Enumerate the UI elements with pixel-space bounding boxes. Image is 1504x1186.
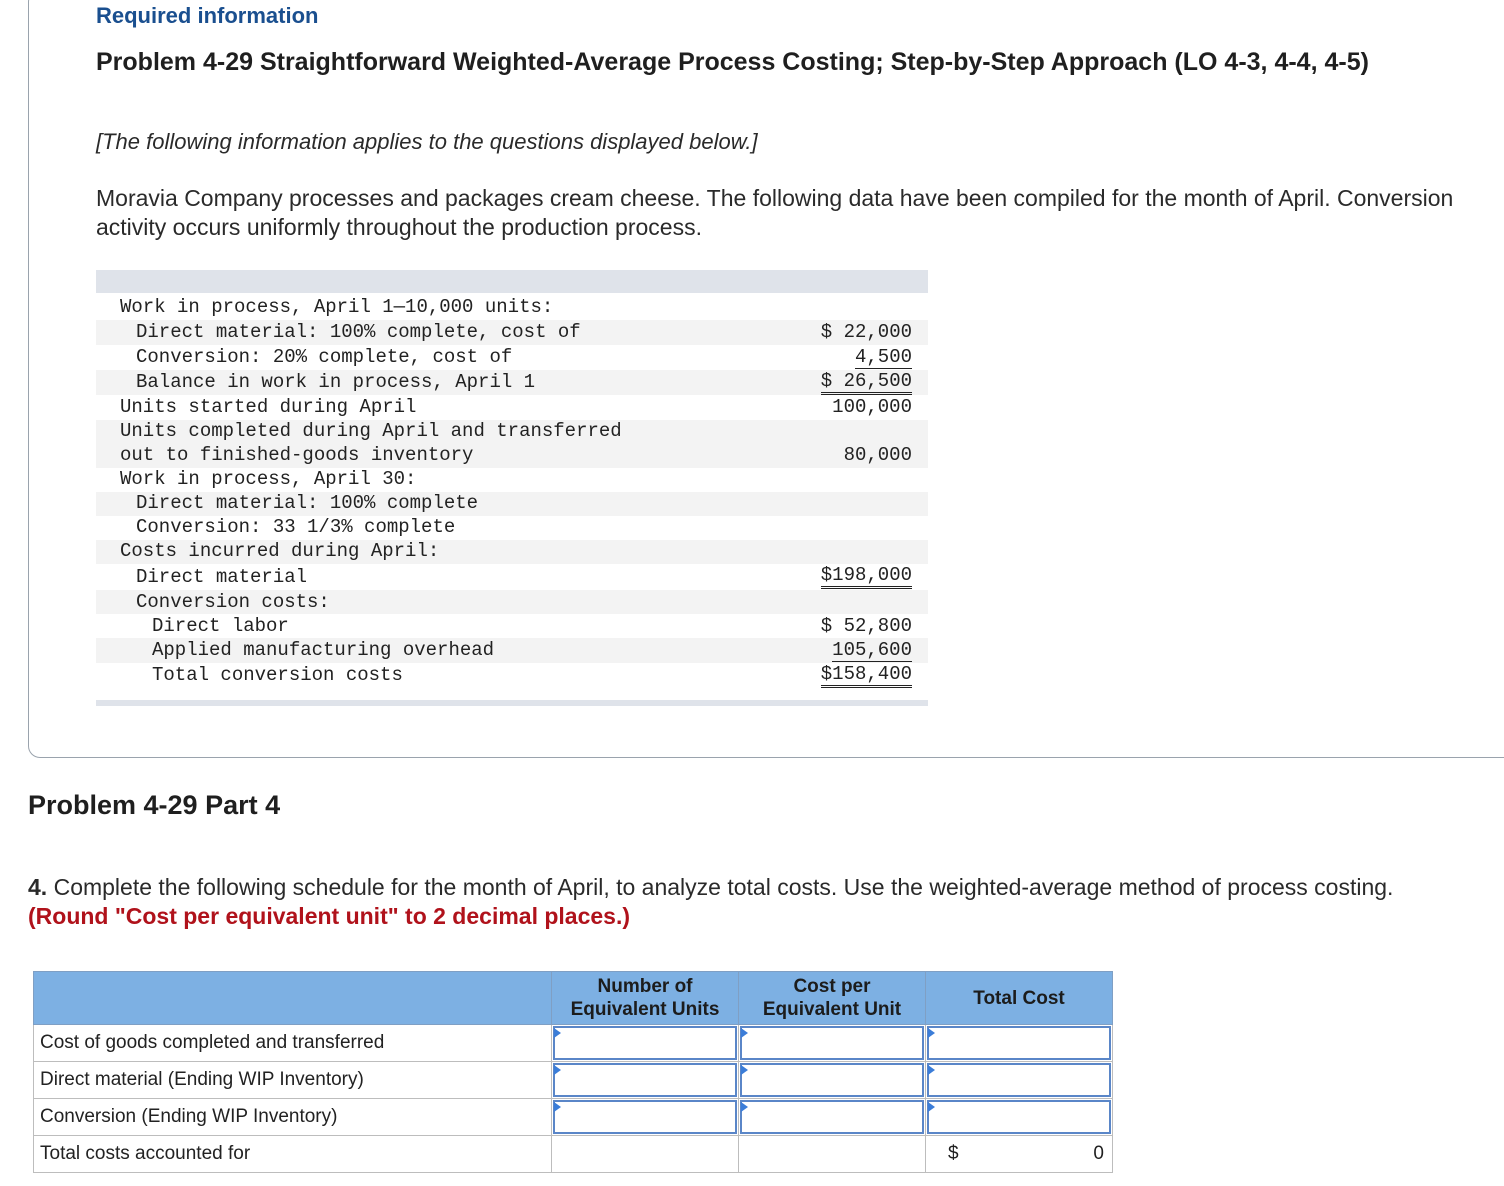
cost-per-unit-input[interactable] bbox=[741, 1064, 923, 1094]
header-cost-per-unit bbox=[739, 972, 926, 1025]
row-label-conversion-ending-wip: Conversion (Ending WIP Inventory) bbox=[34, 1099, 552, 1136]
data-row-label: Applied manufacturing overhead bbox=[152, 639, 495, 661]
data-row-label: Conversion: 20% complete, cost of bbox=[136, 346, 513, 368]
data-row-value: 105,600 bbox=[832, 639, 912, 661]
header-cost-per-unit-line2: Equivalent Unit bbox=[762, 999, 902, 1020]
data-row bbox=[96, 564, 928, 590]
cost-per-unit-input[interactable] bbox=[741, 1027, 923, 1057]
table-row bbox=[34, 1136, 1113, 1173]
data-row bbox=[96, 492, 928, 516]
data-row-label: Total conversion costs bbox=[152, 664, 403, 686]
data-row-label: out to finished-goods inventory bbox=[120, 444, 474, 466]
applies-note: [The following information applies to the questions displayed below.] bbox=[96, 129, 758, 154]
equivalent-units-input[interactable] bbox=[554, 1064, 736, 1094]
cost-per-unit-input-cell[interactable] bbox=[739, 1025, 926, 1062]
total-cost-input-cell[interactable] bbox=[926, 1025, 1113, 1062]
data-row-value: $ 26,500 bbox=[821, 370, 912, 395]
part-title: Problem 4-29 Part 4 bbox=[28, 790, 281, 820]
problem-title: Problem 4-29 Straightforward Weighted-Average Process Costing; Step-by-Step Approach (LO 4-3, 4-4, 4-5) bbox=[96, 48, 1369, 76]
equivalent-units-input-cell[interactable] bbox=[552, 1062, 739, 1099]
schedule-header-blank bbox=[34, 972, 552, 1025]
total-cost-input[interactable] bbox=[928, 1027, 1110, 1057]
question-body: Complete the following schedule for the month of April, to analyze total costs. Use the weighted-average method of process costing. bbox=[47, 874, 1394, 900]
equivalent-units-input-cell[interactable] bbox=[552, 1099, 739, 1136]
question-number: 4. bbox=[28, 874, 48, 900]
data-row bbox=[96, 614, 928, 638]
data-row-value: $ 52,800 bbox=[820, 615, 912, 637]
required-info-heading: Required information bbox=[96, 3, 319, 28]
data-row-label: Costs incurred during April: bbox=[120, 540, 440, 562]
data-row bbox=[96, 345, 928, 370]
total-costs-value-cell bbox=[926, 1136, 1113, 1173]
data-table-bottom-bar bbox=[96, 700, 928, 706]
equivalent-units-input[interactable] bbox=[554, 1101, 736, 1131]
total-costs-value: 0 bbox=[1093, 1143, 1104, 1164]
data-row-value: 100,000 bbox=[832, 396, 912, 418]
total-cost-input[interactable] bbox=[928, 1064, 1110, 1094]
data-row-value: $198,000 bbox=[821, 564, 912, 589]
data-row bbox=[96, 663, 928, 689]
empty-cell bbox=[739, 1136, 926, 1173]
data-row bbox=[96, 395, 928, 420]
data-row-label: Units started during April bbox=[120, 396, 417, 418]
cost-schedule-table bbox=[33, 971, 1113, 1173]
given-data-table bbox=[96, 270, 928, 706]
total-cost-input-cell[interactable] bbox=[926, 1099, 1113, 1136]
data-row bbox=[96, 638, 928, 663]
data-row bbox=[96, 420, 928, 468]
data-row-label: Work in process, April 30: bbox=[120, 468, 417, 490]
table-row bbox=[34, 1099, 1113, 1136]
data-row-value: 80,000 bbox=[843, 444, 912, 466]
table-row bbox=[34, 1062, 1113, 1099]
cost-per-unit-input-cell[interactable] bbox=[739, 1062, 926, 1099]
data-row bbox=[96, 370, 928, 395]
rounding-note: (Round "Cost per equivalent unit" to 2 decimal places.) bbox=[28, 903, 631, 929]
data-row-label: Conversion costs: bbox=[136, 591, 330, 613]
row-label-cost-of-goods-completed: Cost of goods completed and transferred bbox=[34, 1025, 552, 1062]
data-row-label: Conversion: 33 1/3% complete bbox=[136, 516, 456, 538]
header-equivalent-units-line2: Equivalent Units bbox=[570, 999, 720, 1020]
currency-symbol: $ bbox=[948, 1143, 959, 1164]
header-equivalent-units-line1: Number of bbox=[597, 976, 693, 997]
data-table-top-bar bbox=[96, 270, 928, 293]
equivalent-units-input-cell[interactable] bbox=[552, 1025, 739, 1062]
data-row-label: Direct material bbox=[136, 566, 308, 588]
total-cost-input-cell[interactable] bbox=[926, 1062, 1113, 1099]
question-text bbox=[28, 873, 1478, 931]
row-label-direct-material-ending-wip: Direct material (Ending WIP Inventory) bbox=[34, 1062, 552, 1099]
data-row bbox=[96, 296, 928, 320]
table-row bbox=[34, 1025, 1113, 1062]
data-row bbox=[96, 590, 928, 614]
data-row bbox=[96, 516, 928, 540]
data-row-value: $158,400 bbox=[821, 663, 912, 688]
header-cost-per-unit-line1: Cost per bbox=[793, 976, 871, 997]
header-total-cost: Total Cost bbox=[926, 972, 1113, 1025]
data-row-value: 4,500 bbox=[854, 346, 912, 368]
data-row-label: Direct material: 100% complete bbox=[136, 492, 479, 514]
cost-per-unit-input-cell[interactable] bbox=[739, 1099, 926, 1136]
data-row-label: Work in process, April 1—10,000 units: bbox=[120, 296, 554, 318]
header-equivalent-units bbox=[552, 972, 739, 1025]
data-row-label: Direct material: 100% complete, cost of bbox=[136, 321, 581, 343]
data-row bbox=[96, 320, 928, 345]
data-row bbox=[96, 468, 928, 492]
data-row-label: Direct labor bbox=[152, 615, 289, 637]
problem-intro: Moravia Company processes and packages cream cheese. The following data have been compiled for the month of April. Conversion activity occurs uniformly throughout the production process. bbox=[96, 185, 1454, 240]
total-cost-input[interactable] bbox=[928, 1101, 1110, 1131]
cost-per-unit-input[interactable] bbox=[741, 1101, 923, 1131]
empty-cell bbox=[552, 1136, 739, 1173]
row-label-total-costs-accounted: Total costs accounted for bbox=[34, 1136, 552, 1173]
data-row-label: Balance in work in process, April 1 bbox=[136, 371, 536, 393]
equivalent-units-input[interactable] bbox=[554, 1027, 736, 1057]
data-row-label: Units completed during April and transferred bbox=[120, 420, 622, 442]
data-row bbox=[96, 540, 928, 564]
schedule-header-row bbox=[34, 972, 1113, 1025]
data-row-value: $ 22,000 bbox=[820, 321, 912, 343]
